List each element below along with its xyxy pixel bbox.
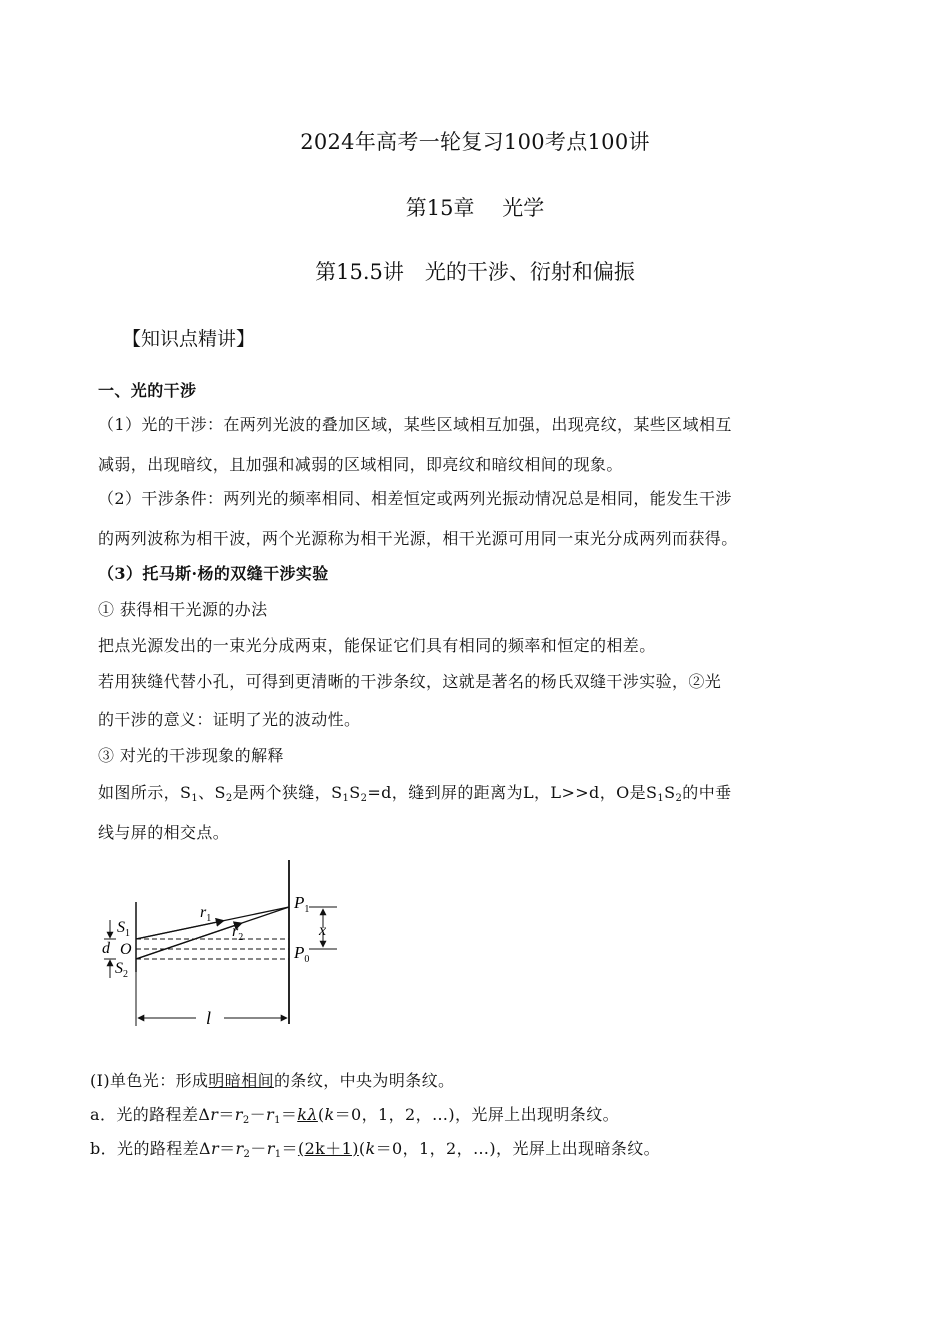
label-l: l — [206, 1008, 212, 1028]
para-2a: （2）干涉条件：两列光的频率相同、相差恒定或两列光振动情况总是相同，能发生干涉 — [98, 489, 732, 508]
heading-young: （3）托马斯·杨的双缝干涉实验 — [98, 564, 329, 583]
para-1b: 减弱，出现暗纹，且加强和减弱的区域相同，即亮纹和暗纹相间的现象。 — [98, 455, 623, 474]
item-1: ① 获得相干光源的办法 — [98, 600, 268, 619]
desc-line-1: 如图所示，$S_1$、$S_2$是两个狭缝，$S_1S_2=d$，缝到屏的距离为L，L>>d，O是$S_1S_2$的中垂 — [98, 783, 732, 804]
double-slit-diagram — [96, 852, 356, 1032]
label-d: d — [102, 940, 110, 957]
label-r1: $r_1$ — [200, 904, 212, 924]
item-1b: 若用狭缝代替小孔，可得到更清晰的干涉条纹，这就是著名的杨氏双缝干涉实验，②光 — [98, 672, 722, 691]
para-2b: 的两列波称为相干波，两个光源称为相干光源，相干光源可用同一束光分成两列而获得。 — [98, 529, 738, 548]
label-x: x — [319, 922, 327, 939]
label-O: O — [120, 941, 132, 958]
chapter-title: 第15章 光学 — [405, 196, 545, 220]
heading-interference: 一、光的干涉 — [98, 381, 197, 400]
mono-line: (Ⅰ)单色光：形成明暗相间的条纹，中央为明条纹。 — [90, 1071, 455, 1090]
label-S2: $S_2$ — [115, 960, 128, 980]
label-S1: $S_1$ — [117, 919, 130, 939]
doc-title: 2024年高考一轮复习100考点100讲 — [300, 130, 650, 154]
item-1c: 的干涉的意义：证明了光的波动性。 — [98, 710, 361, 729]
desc-line-2: 线与屏的相交点。 — [98, 823, 230, 842]
label-P1: $P_1$ — [294, 893, 310, 915]
label-P0: $P_0$ — [294, 943, 310, 965]
bright-fringe-condition: a．光的路程差$\Delta r=r_2-r_1=k\lambda(k=0$，1，2，…)，光屏上出现明条纹。 — [90, 1105, 620, 1126]
dark-fringe-condition: b．光的路程差$\Delta r=r_2-r_1=(2k+1)(k=0$，1，2，…)，光屏上出现暗条纹。 — [90, 1139, 661, 1160]
label-r2: $r_2$ — [232, 923, 244, 943]
item-1a: 把点光源发出的一束光分成两束，能保证它们具有相同的频率和恒定的相差。 — [98, 636, 656, 655]
lecture-title: 第15.5讲 光的干涉、衍射和偏振 — [315, 260, 635, 284]
para-1a: （1）光的干涉：在两列光波的叠加区域，某些区域相互加强，出现亮纹，某些区域相互 — [98, 415, 732, 434]
section-label: 【知识点精讲】 — [122, 328, 256, 350]
item-3: ③ 对光的干涉现象的解释 — [98, 746, 284, 765]
